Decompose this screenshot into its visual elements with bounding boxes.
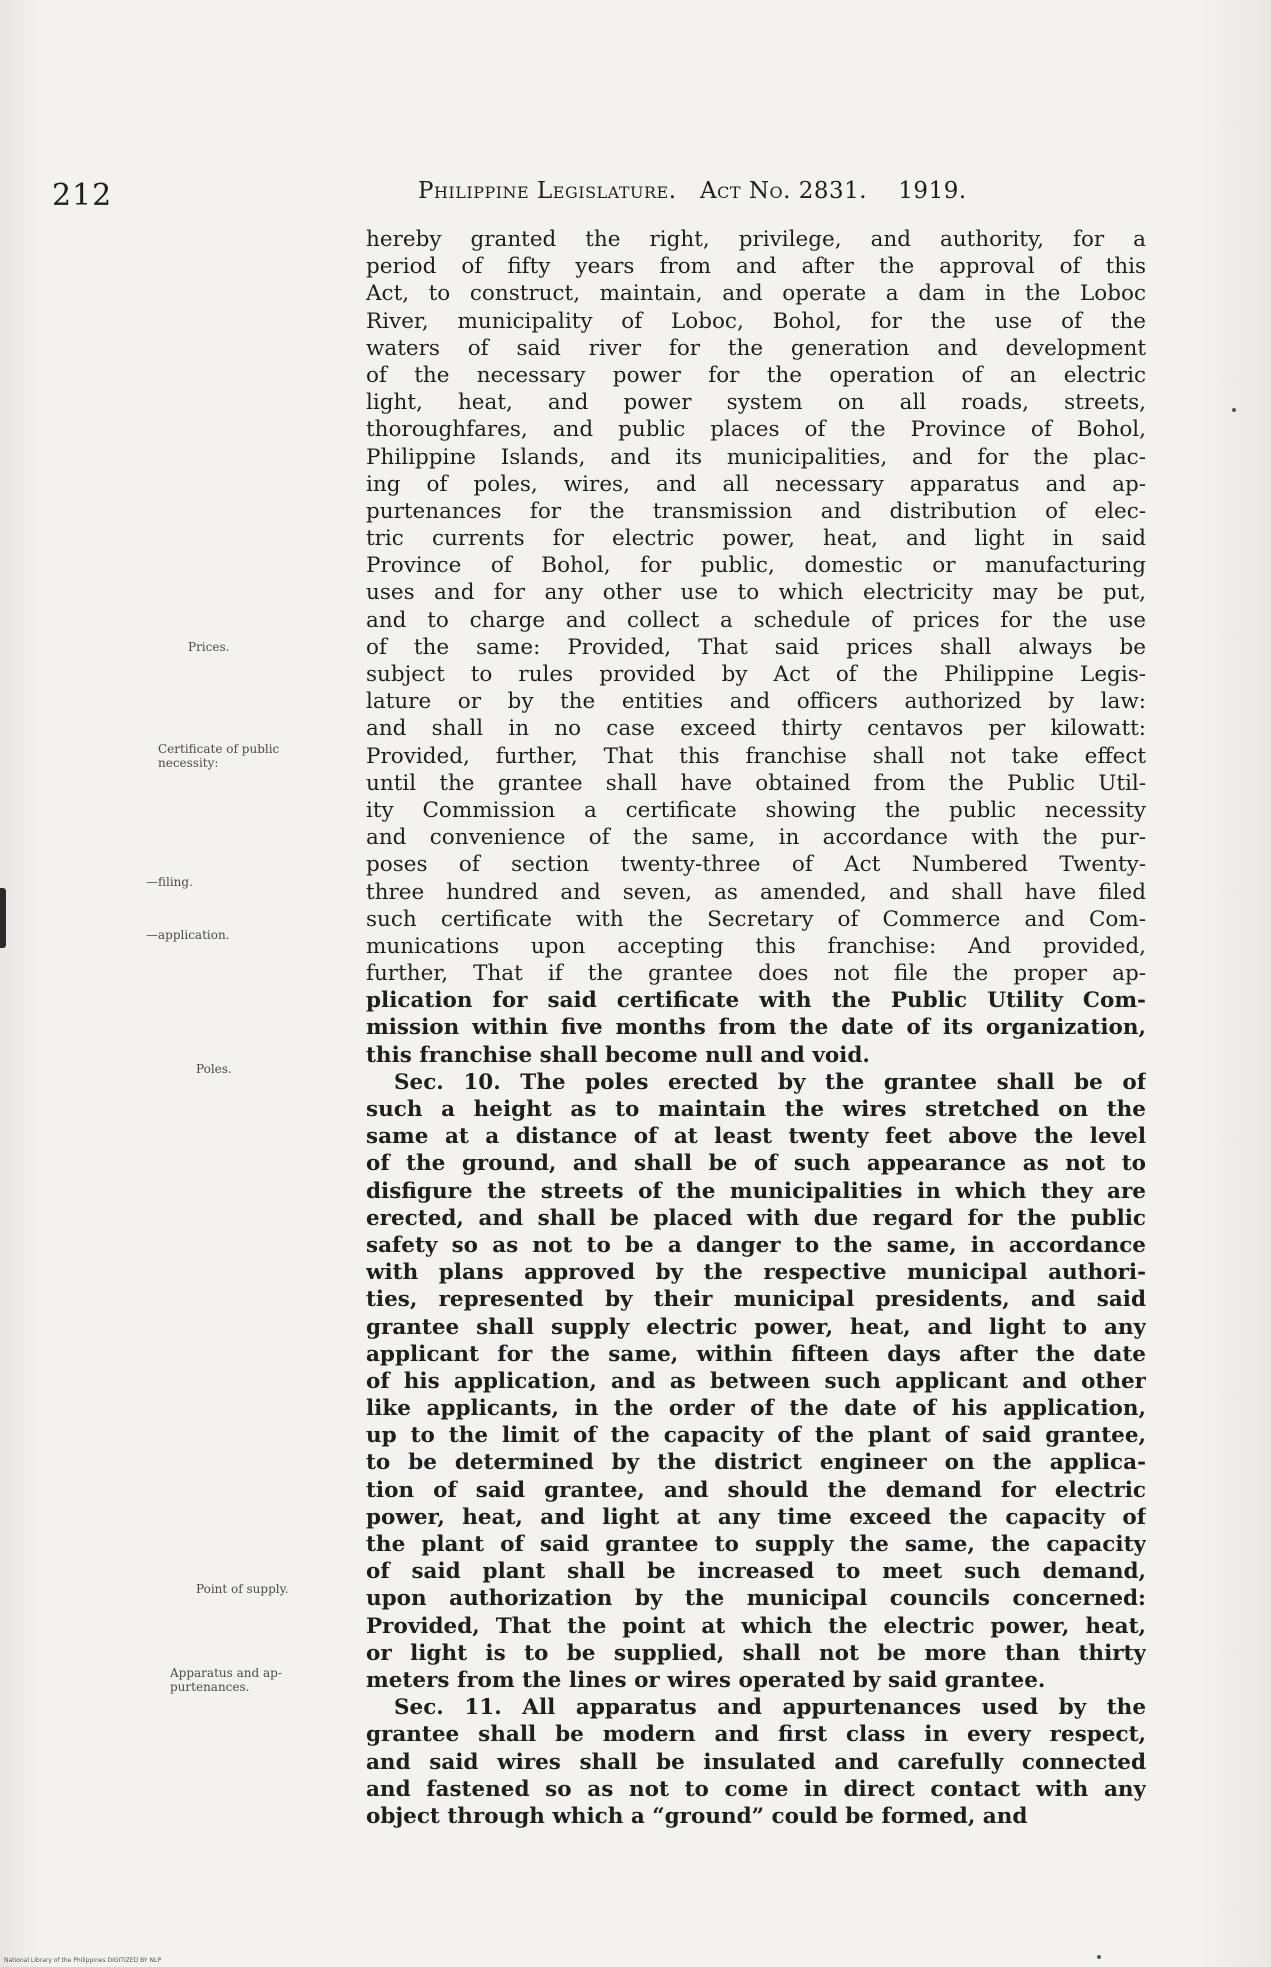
scan-speck <box>1232 408 1236 412</box>
text-line: and said wires shall be insulated and carefully connected <box>366 1749 1146 1775</box>
running-head-act: Act No. 2831. <box>700 178 868 204</box>
text-line: purtenances for the transmission and distribution of elec- <box>366 498 1146 524</box>
text-line: uses and for any other use to which electricity may be put, <box>366 580 1146 606</box>
margin-note-filing: —filing. <box>146 875 193 889</box>
running-head-year: 1919. <box>898 178 967 204</box>
text-line: applicant for the same, within fifteen days after the date <box>366 1341 1146 1367</box>
text-line: period of fifty years from and after the approval of this <box>366 254 1146 280</box>
text-line: tion of said grantee, and should the demand for electric <box>366 1477 1146 1503</box>
text-line: hereby granted the right, privilege, and authority, for a <box>366 227 1146 252</box>
margin-note-application: —application. <box>146 928 230 942</box>
text-line: of the same: Provided, That said prices shall always be <box>366 634 1146 660</box>
text-line: to be determined by the district engineer on the applica- <box>366 1450 1146 1476</box>
text-line: or light is to be supplied, shall not be more than thirty <box>366 1640 1146 1666</box>
running-head-legislature: Philippine Legislature. <box>418 178 677 204</box>
text-line: thoroughfares, and public places of the Province of Bohol, <box>366 417 1146 443</box>
text-line: the plant of said grantee to supply the same, the capacity <box>366 1532 1146 1557</box>
text-line: poses of section twenty-three of Act Numbered Twenty- <box>366 852 1146 878</box>
text-line: of the ground, and shall be of such appearance as not to <box>366 1151 1146 1177</box>
margin-note-point-of-supply: Point of supply. <box>196 1582 289 1596</box>
text-line: ing of poles, wires, and all necessary apparatus and ap- <box>366 471 1146 497</box>
text-line: grantee shall supply electric power, heat, and light to any <box>366 1314 1146 1340</box>
running-head <box>418 178 967 204</box>
text-line: Philippine Islands, and its municipalities, and for the plac- <box>366 444 1146 470</box>
text-line: until the grantee shall have obtained from the Public Util- <box>366 770 1146 796</box>
text-line: meters from the lines or wires operated by said grantee. <box>366 1667 1046 1693</box>
margin-note-prices: Prices. <box>188 640 230 654</box>
text-line: ties, represented by their municipal presidents, and said <box>366 1287 1146 1313</box>
text-line: light, heat, and power system on all roads, streets, <box>366 390 1146 416</box>
text-line: such a height as to maintain the wires stretched on the <box>366 1097 1146 1122</box>
margin-note-apparatus-line2: purtenances. <box>170 1680 250 1694</box>
margin-note-apparatus-line1: Apparatus and ap- <box>170 1666 282 1680</box>
text-line: River, municipality of Loboc, Bohol, for the use of the <box>366 308 1146 334</box>
margin-note-certificate <box>158 742 358 770</box>
text-line: and fastened so as not to come in direct contact with any <box>366 1776 1146 1802</box>
margin-note-apparatus <box>170 1666 370 1694</box>
text-line: Act, to construct, maintain, and operate a dam in the Loboc <box>366 281 1146 307</box>
text-line: of the necessary power for the operation of an electric <box>366 362 1146 388</box>
footer-credit: National Library of the Philippines DIGITIZED BY NLP <box>4 1957 161 1964</box>
text-line: munications upon accepting this franchise: And provided, <box>366 933 1146 959</box>
body-text <box>366 226 1146 1830</box>
text-line: disfigure the streets of the municipalities in which they are <box>366 1178 1146 1204</box>
text-line: lature or by the entities and officers authorized by law: <box>366 689 1146 715</box>
text-line: like applicants, in the order of the date of his application, <box>366 1396 1146 1422</box>
text-line: grantee shall be modern and first class in every respect, <box>366 1722 1146 1748</box>
text-line: Provided, further, That this franchise shall not take effect <box>366 743 1146 769</box>
text-line: upon authorization by the municipal councils concerned: <box>366 1586 1146 1612</box>
text-line: safety so as not to be a danger to the same, in accordance <box>366 1232 1146 1258</box>
page-number: 212 <box>52 178 113 213</box>
text-line: with plans approved by the respective municipal authori- <box>366 1260 1146 1286</box>
text-line: and shall in no case exceed thirty centavos per kilowatt: <box>366 716 1146 742</box>
text-line: waters of said river for the generation and development <box>366 335 1146 361</box>
text-line: up to the limit of the capacity of the plant of said grantee, <box>366 1423 1146 1449</box>
text-line: Provided, That the point at which the electric power, heat, <box>366 1613 1146 1639</box>
text-line: subject to rules provided by Act of the Philippine Legis- <box>366 662 1146 687</box>
text-line: same at a distance of at least twenty feet above the level <box>366 1124 1146 1150</box>
text-line: ity Commission a certificate showing the public necessity <box>366 797 1146 823</box>
scan-speck <box>1097 1955 1101 1959</box>
text-line: and to charge and collect a schedule of prices for the use <box>366 607 1146 633</box>
binding-edge-mark <box>0 888 6 948</box>
text-line: such certificate with the Secretary of Commerce and Com- <box>366 906 1146 932</box>
text-line: and convenience of the same, in accordance with the pur- <box>366 825 1146 851</box>
text-line: Sec. 10. The poles erected by the grantee shall be of <box>394 1069 1146 1095</box>
margin-note-certificate-line2: necessity: <box>158 756 219 770</box>
text-line: three hundred and seven, as amended, and shall have filed <box>366 879 1146 905</box>
text-line: Province of Bohol, for public, domestic or manufacturing <box>366 553 1146 579</box>
text-line: mission within five months from the date of its organization, <box>366 1015 1146 1041</box>
text-line: of said plant shall be increased to meet such demand, <box>366 1559 1146 1585</box>
margin-note-poles: Poles. <box>196 1062 232 1076</box>
text-line: plication for said certificate with the Public Utility Com- <box>366 988 1146 1014</box>
text-line: further, That if the grantee does not file the proper ap- <box>366 961 1146 987</box>
margin-note-certificate-line1: Certificate of public <box>158 742 280 756</box>
text-line: power, heat, and light at any time exceed the capacity of <box>366 1504 1146 1530</box>
text-line: Sec. 11. All apparatus and appurtenances used by the <box>394 1695 1146 1721</box>
text-line: this franchise shall become null and void. <box>366 1042 870 1068</box>
text-line: erected, and shall be placed with due regard for the public <box>366 1205 1146 1231</box>
text-line: tric currents for electric power, heat, and light in said <box>366 526 1146 552</box>
text-line: object through which a “ground” could be formed, and <box>366 1803 1028 1829</box>
text-line: of his application, and as between such applicant and other <box>366 1368 1146 1394</box>
